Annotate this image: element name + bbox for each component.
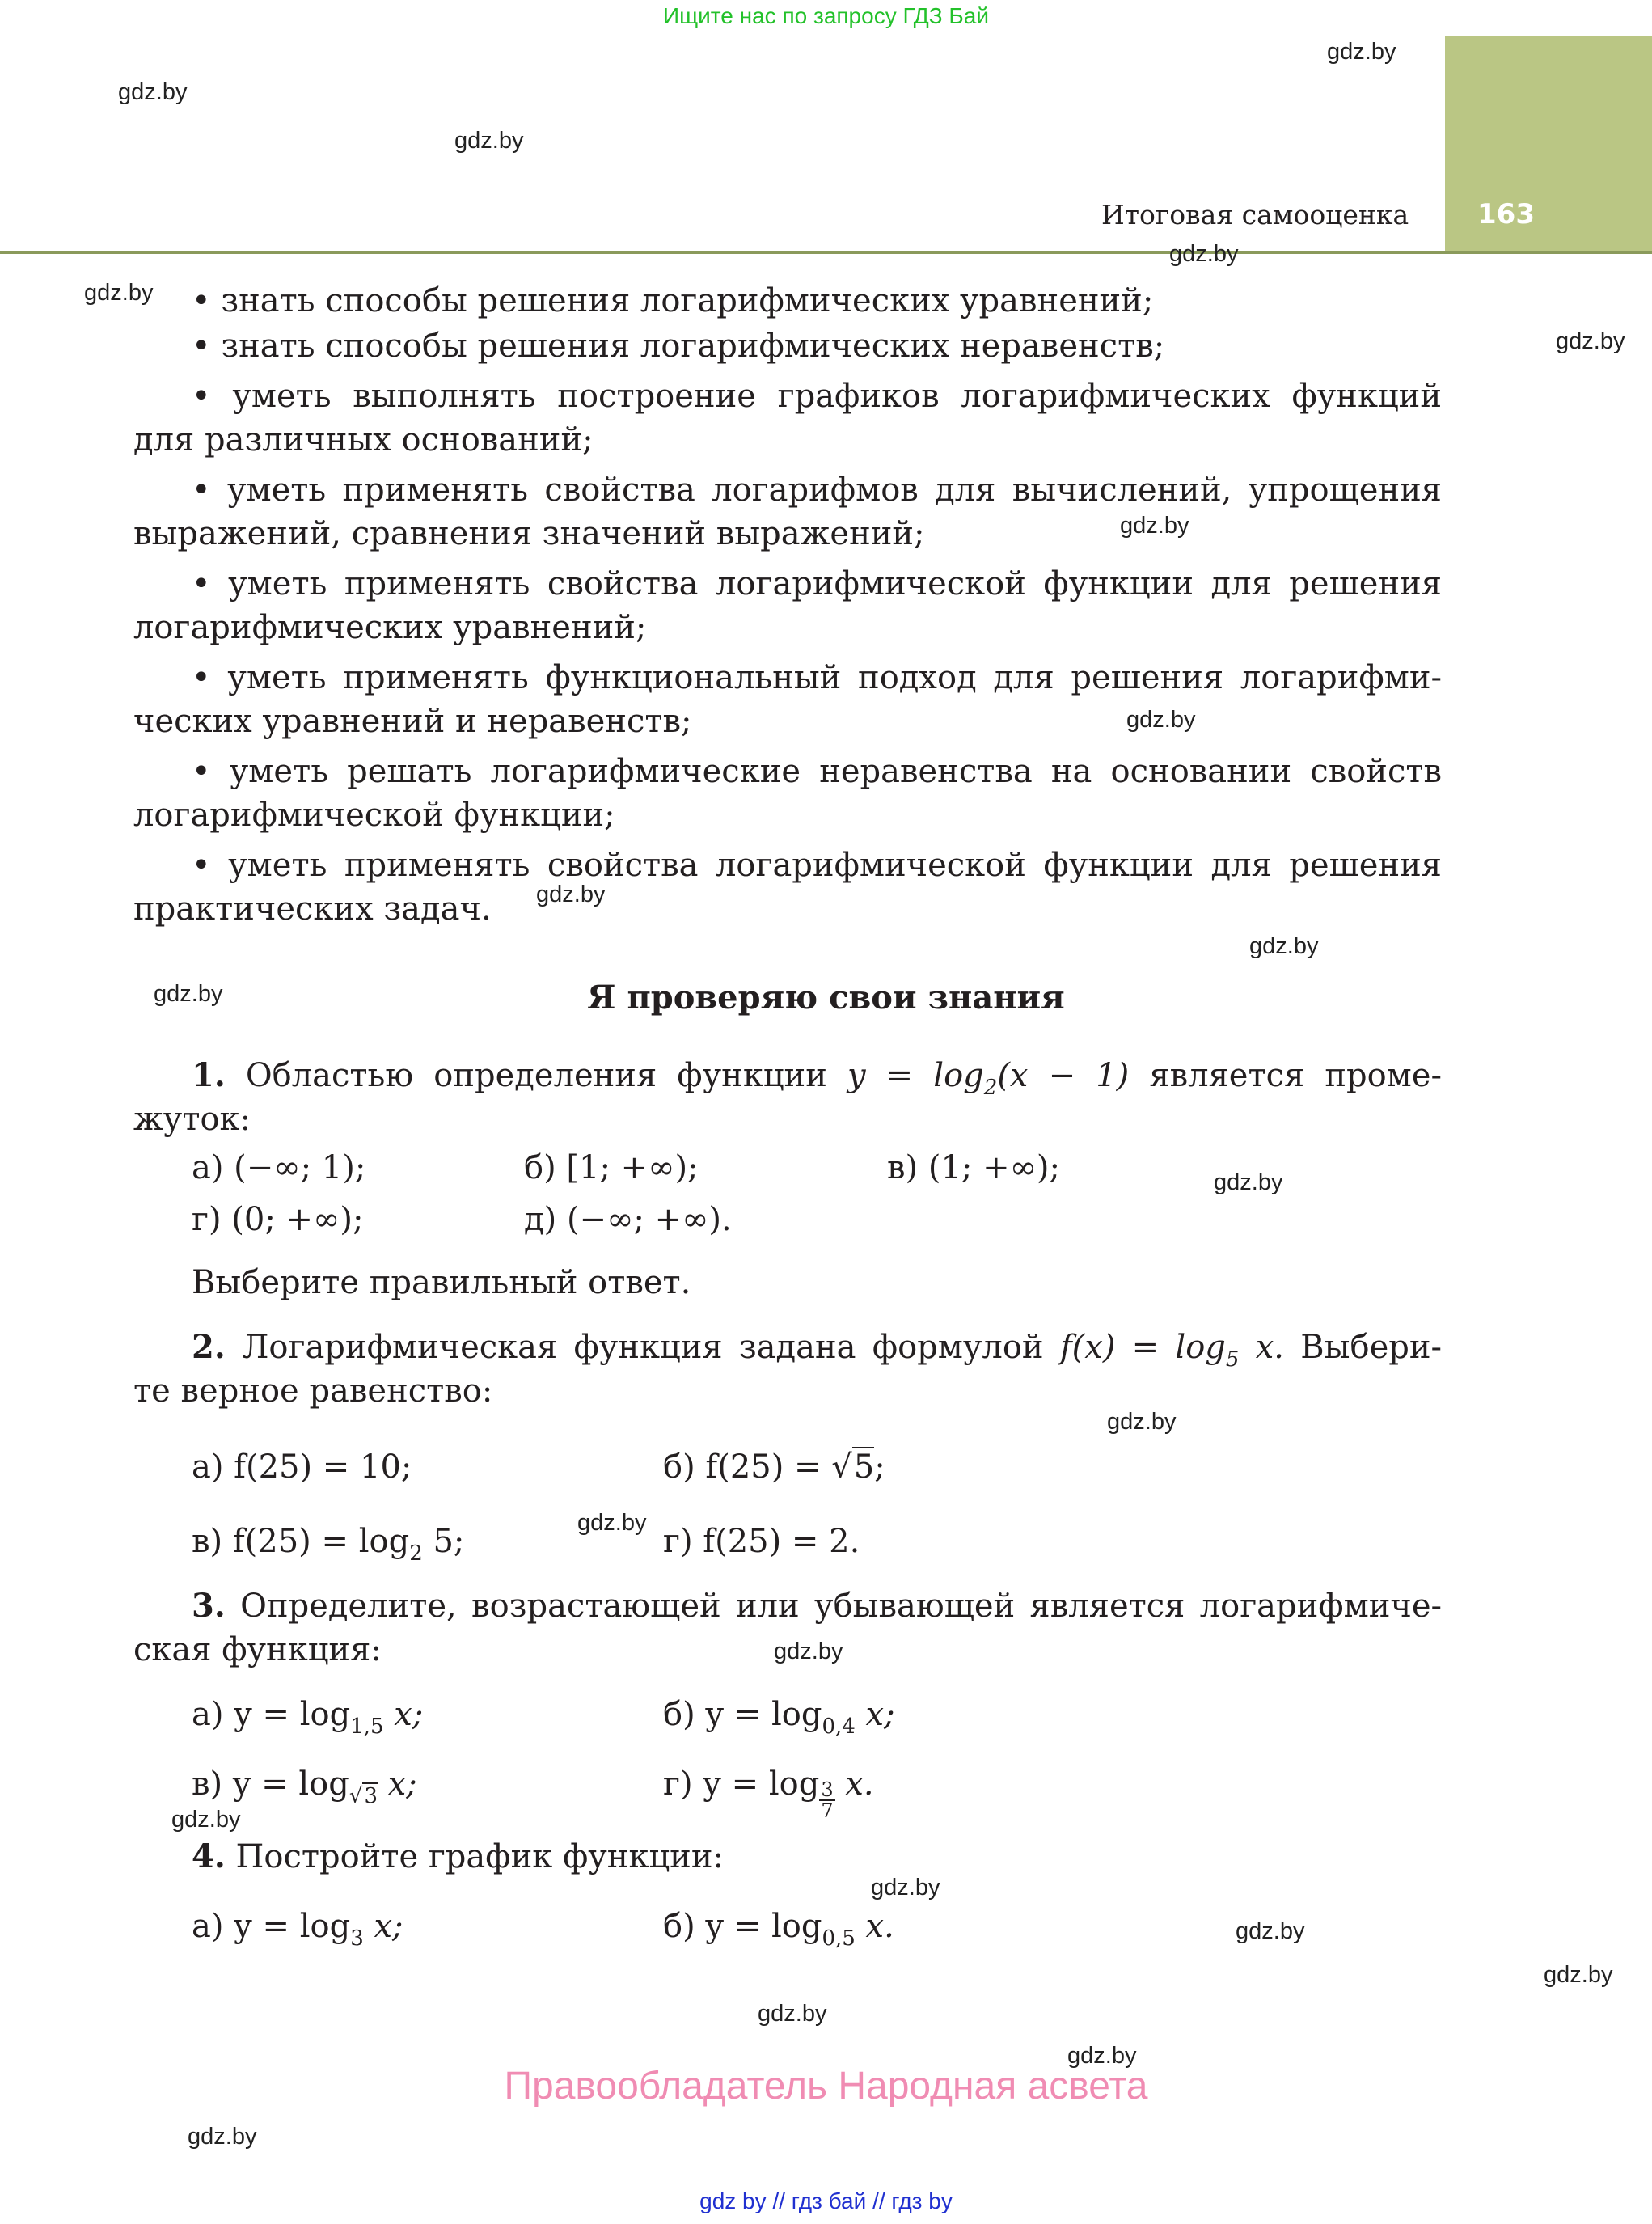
watermark: gdz.by <box>118 79 188 105</box>
watermark: gdz.by <box>454 128 524 154</box>
bullet-item: • уметь применять свойства логарифмической функции для решения <box>133 846 1442 885</box>
bullet-continuation: выражений, сравнения значений выражений; <box>133 515 925 552</box>
watermark: gdz.by <box>188 2124 257 2150</box>
question-1-continuation: жуток: <box>133 1101 251 1138</box>
q1-option-v: в) (1; +∞); <box>887 1149 1061 1186</box>
q4-option-b: б) $y = \log_{0,5} x$. <box>663 1908 894 1951</box>
bullet-continuation: для различных оснований; <box>133 421 594 459</box>
header-divider <box>0 251 1652 254</box>
bullet-item: • знать способы решения логарифмических уравнений; <box>192 281 1153 320</box>
watermark: gdz.by <box>1169 241 1239 267</box>
q1-formula: $y = \log_2(x - 1)$ <box>847 1057 1130 1100</box>
bullet-continuation: логарифмических уравнений; <box>133 609 647 646</box>
bullet-item: • уметь выполнять построение графиков логарифмических функций <box>133 377 1442 416</box>
q1-option-d: д) (−∞; +∞). <box>524 1201 732 1238</box>
watermark: gdz.by <box>1544 1962 1613 1988</box>
watermark: gdz.by <box>871 1875 940 1901</box>
bullet-item: • уметь применять функциональный подход для решения логарифми- <box>133 658 1442 697</box>
watermark: gdz.by <box>1067 2043 1137 2069</box>
watermark: gdz.by <box>1107 1409 1177 1435</box>
q2-option-g: г) f(25) = 2. <box>663 1523 860 1560</box>
q3-option-v: в) $y = \log_{√3} x$; <box>192 1765 417 1808</box>
q1-instruction: Выберите правильный ответ. <box>192 1264 691 1301</box>
question-3-continuation: ская функция: <box>133 1631 382 1668</box>
watermark: gdz.by <box>1120 513 1189 539</box>
q2-option-v: в) $f(25) = \log_2 5$; <box>192 1523 465 1566</box>
q1-option-g: г) (0; +∞); <box>192 1201 364 1238</box>
watermark: gdz.by <box>84 280 154 306</box>
q2-formula: $f(x) = \log_5 x$. <box>1059 1329 1285 1372</box>
question-3-text: 3. Определите, возрастающей или убывающей является логарифмиче- <box>192 1587 1443 1625</box>
question-2-continuation: те верное равенство: <box>133 1372 493 1410</box>
bullet-continuation: логарифмической функции; <box>133 797 615 834</box>
watermark: gdz.by <box>171 1807 241 1833</box>
footer-links[interactable]: gdz by // гдз бай // гдз by <box>699 2188 953 2213</box>
question-1-text: 1. Областью определения функции $y = \log_2(x - 1)$ является проме- <box>192 1056 1442 1100</box>
page-number: 163 <box>1477 198 1535 230</box>
watermark: gdz.by <box>1236 1918 1305 1944</box>
running-header-title: Итоговая самооценка <box>1101 199 1409 230</box>
watermark: gdz.by <box>577 1510 647 1536</box>
bullet-item: • уметь применять свойства логарифмов для вычислений, упрощения <box>133 471 1442 509</box>
watermark: gdz.by <box>536 882 606 907</box>
bullet-item: • уметь применять свойства логарифмической функции для решения <box>133 564 1442 603</box>
question-4-text: 4. Постройте график функции: <box>192 1837 724 1875</box>
watermark: gdz.by <box>1327 39 1396 65</box>
q4-option-a: а) $y = \log_3 x$; <box>192 1908 403 1951</box>
watermark: gdz.by <box>154 981 223 1007</box>
page-tab <box>1445 36 1652 253</box>
q1-option-a: а) (−∞; 1); <box>192 1149 366 1186</box>
watermark: gdz.by <box>774 1638 843 1664</box>
section-heading: Я проверяю свои знания <box>587 979 1065 1017</box>
q1-option-b: б) [1; +∞); <box>524 1149 699 1186</box>
watermark: gdz.by <box>1556 328 1625 354</box>
q3-option-g: г) y = log $\frac{3}{7}$ x. <box>663 1765 874 1822</box>
bullet-item: • уметь решать логарифмические неравенства на основании свойств <box>133 752 1442 791</box>
q3-option-a: а) $y = \log_{1,5} x$; <box>192 1696 424 1739</box>
top-notice-link[interactable]: Ищите нас по запросу ГДЗ Бай <box>662 3 990 28</box>
watermark: gdz.by <box>1249 933 1319 959</box>
bullet-continuation: практических задач. <box>133 890 492 928</box>
q2-option-b: б) f(25) = √5; <box>663 1448 885 1486</box>
fraction: $\frac{3}{7}$ <box>821 1778 834 1822</box>
q2-option-a: а) f(25) = 10; <box>192 1448 412 1486</box>
question-2-text: 2. Логарифмическая функция задана формулой $f(x) = \log_5 x$. Выбери- <box>192 1328 1443 1372</box>
bullet-item: • знать способы решения логарифмических неравенств; <box>192 327 1164 366</box>
watermark: gdz.by <box>1214 1169 1283 1195</box>
q3-option-b: б) $y = \log_{0,4} x$; <box>663 1696 895 1739</box>
watermark: gdz.by <box>1126 707 1196 733</box>
copyright-notice: Правообладатель Народная асвета <box>504 2065 1148 2108</box>
bullet-continuation: ческих уравнений и неравенств; <box>133 703 692 740</box>
watermark: gdz.by <box>758 2001 827 2027</box>
